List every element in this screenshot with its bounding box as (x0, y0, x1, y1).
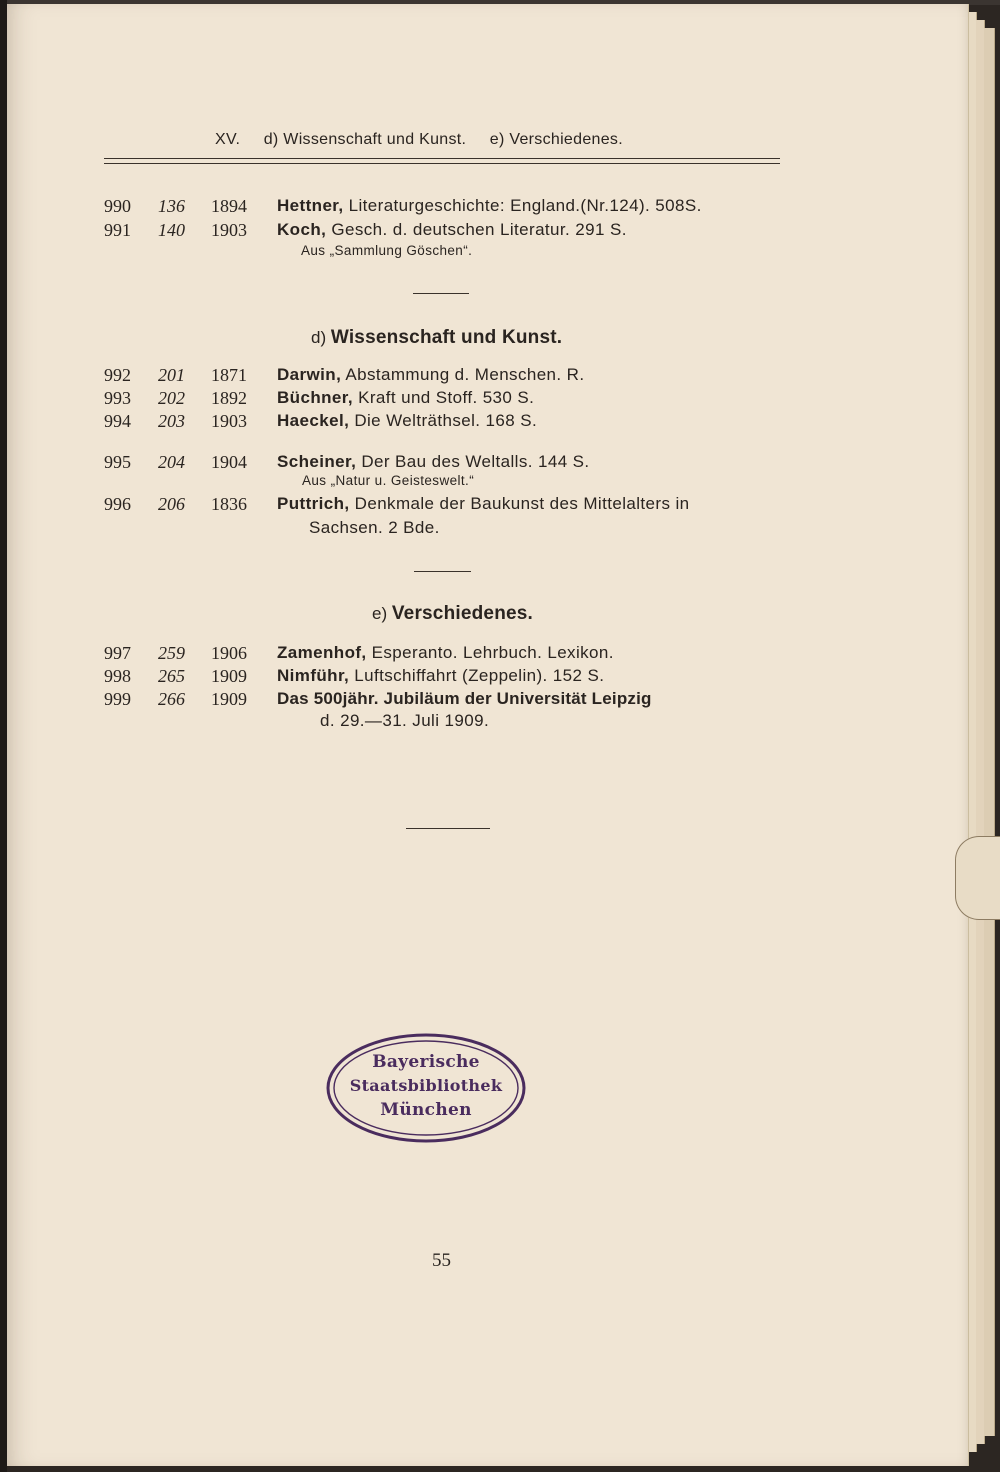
entry-title: Der Bau des Weltalls. 144 S. (361, 452, 590, 471)
section-title: Wissenschaft und Kunst. (330, 327, 563, 348)
series-note: Aus „Sammlung Göschen“. (301, 243, 473, 258)
entry-reference: 136 (158, 196, 185, 216)
entry-continuation: Sachsen. 2 Bde. (309, 518, 440, 537)
page-number: 55 (432, 1250, 451, 1271)
section-divider (414, 571, 471, 572)
entry-title: Esperanto. Lehrbuch. Lexikon. (371, 643, 614, 662)
entry-text (277, 196, 702, 216)
section-heading-e (372, 603, 533, 625)
entry-text (277, 220, 627, 240)
entry-title: Die Welträthsel. 168 S. (354, 411, 538, 430)
entry-text (277, 388, 534, 408)
entry-author: Darwin, (277, 365, 342, 384)
entry-author: Zamenhof, (277, 643, 367, 662)
section-heading-d (311, 327, 562, 349)
entry-author: Büchner, (277, 388, 353, 407)
entry-number: 999 (104, 689, 131, 709)
entry-text (277, 666, 604, 686)
entry-number: 992 (104, 365, 131, 385)
stamp-line: München (380, 1100, 472, 1120)
entry-reference: 259 (158, 643, 185, 663)
entry-number: 995 (104, 452, 131, 472)
entry-number: 996 (104, 494, 131, 514)
entry-year: 1909 (211, 666, 247, 686)
entry-year: 1892 (211, 388, 247, 408)
entry-author: Hettner, (277, 196, 344, 215)
entry-author: Koch, (277, 220, 327, 239)
entry-number: 994 (104, 411, 131, 431)
section-prefix: e) (372, 604, 388, 623)
running-head (215, 131, 623, 149)
entry-title: Kraft und Stoff. 530 S. (358, 388, 535, 407)
entry-continuation: d. 29.—31. Juli 1909. (320, 711, 490, 730)
entry-reference: 266 (158, 689, 185, 709)
entry-text (277, 643, 614, 663)
section-title: Verschiedenes. (391, 603, 534, 624)
entry-title: Literaturgeschichte: England.(Nr.124). 508S. (348, 196, 702, 215)
entry-year: 1906 (211, 643, 247, 663)
entry-number: 991 (104, 220, 131, 240)
thumb-index-tab (955, 836, 1000, 920)
entry-year: 1836 (211, 494, 247, 514)
entry-text (277, 452, 590, 472)
entry-number: 990 (104, 196, 131, 216)
entry-title: Denkmale der Baukunst des Mittelalters in (354, 494, 690, 513)
entry-year: 1909 (211, 689, 247, 709)
entry-title: Abstammung d. Menschen. R. (345, 365, 585, 384)
entry-author: Puttrich, (277, 494, 350, 513)
entry-text (277, 494, 690, 514)
entry-year: 1904 (211, 452, 247, 472)
stamp-line: Staatsbibliothek (349, 1076, 503, 1095)
entry-text (277, 365, 584, 385)
entry-reference: 265 (158, 666, 185, 686)
entry-text (277, 689, 652, 709)
entry-reference: 206 (158, 494, 185, 514)
chapter-numeral: XV. (215, 131, 241, 148)
stamp-line: Bayerische (372, 1052, 480, 1072)
entry-year: 1871 (211, 365, 247, 385)
entry-text (277, 411, 537, 431)
entry-author: Das 500jähr. Jubiläum der Universität Leipzig (277, 689, 652, 708)
entry-author: Haeckel, (277, 411, 350, 430)
entry-year: 1903 (211, 411, 247, 431)
end-divider (406, 828, 490, 829)
entry-reference: 201 (158, 365, 185, 385)
entry-title: Gesch. d. deutschen Literatur. 291 S. (331, 220, 627, 239)
running-head-section-e: e) Verschiedenes. (489, 131, 623, 148)
section-prefix: d) (311, 328, 327, 347)
entry-year: 1903 (211, 220, 247, 240)
entry-reference: 204 (158, 452, 185, 472)
entry-reference: 140 (158, 220, 185, 240)
entry-number: 997 (104, 643, 131, 663)
entry-author: Nimführ, (277, 666, 350, 685)
entry-title: Luftschiffahrt (Zeppelin). 152 S. (354, 666, 605, 685)
entry-reference: 203 (158, 411, 185, 431)
series-note: Aus „Natur u. Geisteswelt.“ (302, 473, 475, 488)
entry-number: 993 (104, 388, 131, 408)
page-stack-edge (984, 28, 995, 1436)
catalog-entry (104, 196, 794, 222)
book-gutter (0, 0, 7, 1472)
library-stamp (325, 1032, 527, 1144)
entry-year: 1894 (211, 196, 247, 216)
catalog-entry (104, 411, 794, 437)
entry-number: 998 (104, 666, 131, 686)
entry-reference: 202 (158, 388, 185, 408)
section-divider (413, 293, 469, 294)
catalog-entry (104, 494, 794, 520)
header-double-rule (104, 158, 780, 164)
entry-author: Scheiner, (277, 452, 357, 471)
running-head-section-d: d) Wissenschaft und Kunst. (263, 131, 467, 148)
